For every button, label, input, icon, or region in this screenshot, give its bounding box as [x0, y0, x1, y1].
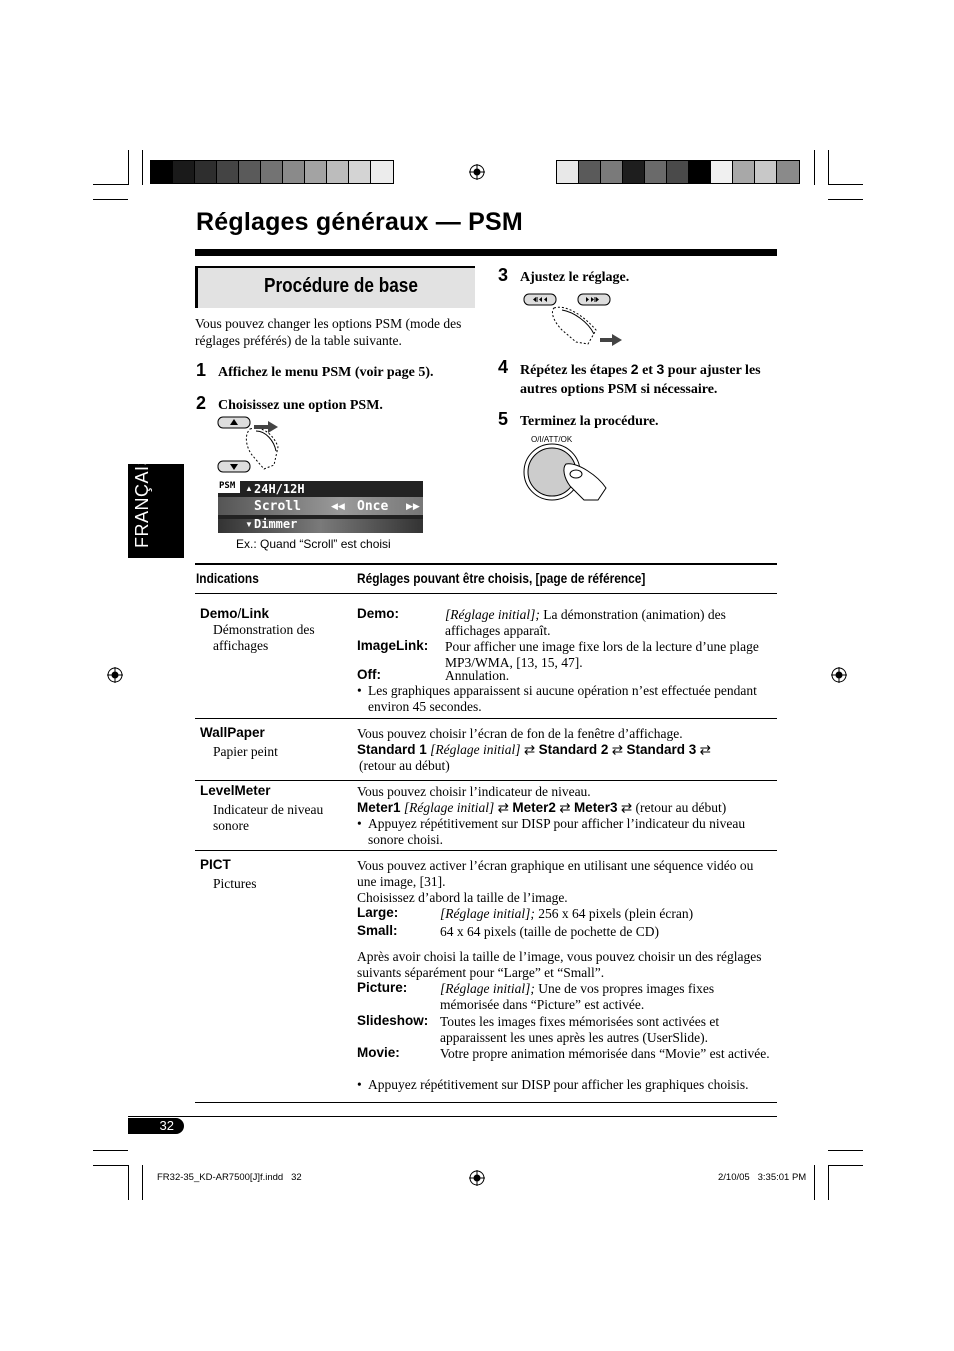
table-row-description: Papier peint: [213, 744, 278, 759]
step-text: Choisissez une option PSM.: [218, 398, 383, 413]
step-number: 3: [498, 265, 509, 285]
cycle-arrows-icon: ⇄: [523, 742, 536, 757]
step-text: Ajustez le réglage.: [520, 270, 630, 285]
color-swatch: [261, 161, 283, 183]
cycle-arrows-icon: ⇄: [620, 800, 633, 815]
option-sequence: Standard 1 [Réglage initial] ⇄ Standard 2 ⇄ Standard 3 ⇄: [357, 742, 711, 757]
cycle-arrows-icon: ⇄: [699, 742, 711, 757]
color-swatch: [173, 161, 195, 183]
crop-mark: [142, 1165, 143, 1200]
crop-mark: [828, 199, 863, 200]
option-text: Pour afficher une image fixe lors de la lecture d’une plage MP3/WMA, [13, 15, 47].: [445, 639, 759, 670]
option-tail: (retour au début): [359, 758, 450, 773]
table-top-rule: [195, 563, 777, 565]
cycle-arrows-icon: ⇄: [497, 800, 509, 815]
option-text: [Réglage initial]; 256 x 64 pixels (plein écran): [440, 906, 694, 921]
lcd-prev-icon: ◀◀: [331, 501, 345, 511]
crop-mark: [828, 1150, 863, 1151]
lcd-display: [218, 481, 423, 533]
crop-mark: [814, 150, 815, 185]
section-title: Procédure de base: [264, 275, 418, 297]
up-down-buttons-illustration: [216, 415, 288, 477]
option-key: Off:: [357, 667, 381, 682]
lcd-value: Once: [357, 499, 389, 514]
lcd-line-2: Scroll: [254, 499, 301, 514]
cycle-arrows-icon: ⇄: [559, 800, 571, 815]
bullet-note: • Appuyez répétitivement sur DISP pour afficher les graphiques choisis.: [357, 1077, 749, 1092]
page-number-badge: [128, 1118, 184, 1134]
option-key: Small:: [357, 923, 398, 938]
option-text: 64 x 64 pixels (taille de pochette de CD): [440, 924, 659, 939]
timestamp: 2/10/05 3:35:01 PM: [718, 1172, 807, 1183]
cycle-arrows-icon: ⇄: [611, 742, 624, 757]
color-swatch: [239, 161, 261, 183]
table-row-description: Indicateur de niveau sonore: [213, 802, 324, 833]
bullet-note: • Les graphiques apparaissent si aucune opération n’est effectuée pendant environ 45 secondes.: [357, 683, 757, 714]
display-caption: Ex.: Quand “Scroll” est choisi: [236, 537, 391, 551]
crop-mark: [814, 1165, 815, 1200]
color-swatch: [777, 161, 799, 183]
setting-description: Vous pouvez choisir l’écran de fon de la fenêtre d’affichage.: [357, 726, 683, 741]
option-key: ImageLink:: [357, 638, 429, 653]
color-swatch: [557, 161, 579, 183]
table-row-rule: [195, 780, 777, 781]
crop-mark: [828, 1165, 863, 1166]
footer-rule: [128, 1116, 777, 1117]
crop-mark: [128, 150, 129, 185]
option-key: Large:: [357, 905, 399, 920]
step-number: 5: [498, 409, 509, 429]
step-number: 1: [196, 360, 207, 380]
step-number: 2: [196, 393, 207, 413]
lcd-up-icon: ▲: [245, 484, 253, 493]
language-tab: [128, 452, 184, 558]
option-key: Picture:: [357, 980, 408, 995]
table-row-name: Demo/Link: [200, 606, 270, 621]
setting-description: Choisissez d’abord la taille de l’image.: [357, 890, 568, 905]
table-row-name: LevelMeter: [200, 783, 271, 798]
crop-mark: [828, 184, 863, 185]
color-swatch: [755, 161, 777, 183]
table-header-indications: Indications: [196, 570, 259, 586]
color-swatch: [711, 161, 733, 183]
option-key: Movie:: [357, 1045, 400, 1060]
language-label: FRANÇAIS: [132, 452, 152, 548]
lcd-line-1: 24H/12H: [254, 482, 305, 496]
title-rule: [195, 249, 777, 256]
color-calibration-bar-left: [150, 160, 394, 184]
setting-description: Après avoir choisi la taille de l’image, vous pouvez choisir un des réglages suivants séparément pour “Large” et “Small”.: [357, 949, 762, 980]
finger-icon: [552, 307, 596, 344]
option-text: Toutes les images fixes mémorisées sont activées et apparaissent les unes après les autres (UserSlide).: [440, 1014, 720, 1045]
knob-label: O/I/ATT/OK: [531, 435, 573, 444]
registration-mark-icon: [469, 164, 485, 180]
bullet-note: • Appuyez répétitivement sur DISP pour afficher l’indicateur du niveau sonore choisi.: [357, 816, 746, 847]
step-text: Affichez le menu PSM (voir page 5).: [218, 365, 434, 380]
crop-mark: [93, 1150, 128, 1151]
color-swatch: [579, 161, 601, 183]
lcd-line-3: Dimmer: [254, 517, 298, 531]
setting-description: Vous pouvez activer l’écran graphique en utilisant une séquence vidéo ou une image, [31].: [357, 858, 754, 889]
page-title: Réglages généraux — PSM: [196, 208, 523, 236]
color-swatch: [689, 161, 711, 183]
color-swatch: [195, 161, 217, 183]
color-swatch: [305, 161, 327, 183]
registration-mark-icon: [469, 1170, 485, 1186]
step-text: Répétez les étapes 2 et 3 pour ajuster les autres options PSM si nécessaire.: [520, 361, 761, 397]
table-row-name: WallPaper: [200, 725, 265, 740]
crop-mark: [128, 1165, 129, 1200]
table-row-description: Démonstration des affichages: [213, 622, 315, 653]
section-heading-box: [195, 266, 475, 308]
option-text: Annulation.: [445, 668, 510, 683]
table-row-rule: [195, 850, 777, 851]
color-swatch: [327, 161, 349, 183]
option-text: Votre propre animation mémorisée dans “Movie” est activée.: [440, 1046, 770, 1061]
color-swatch: [623, 161, 645, 183]
option-key: Slideshow:: [357, 1013, 429, 1028]
prev-next-buttons-illustration: [522, 290, 632, 348]
crop-mark: [828, 1165, 829, 1200]
intro-paragraph: Vous pouvez changer les options PSM (mode des réglages préférés) de la table suivante.: [195, 316, 462, 348]
color-swatch: [667, 161, 689, 183]
registration-mark-icon: [831, 667, 847, 683]
crop-mark: [93, 1165, 128, 1166]
file-info: FR32-35_KD-AR7500[J]f.indd 32: [157, 1172, 302, 1183]
color-swatch: [151, 161, 173, 183]
step-number: 4: [498, 357, 509, 377]
lcd-psm-label: PSM: [219, 481, 236, 491]
color-swatch: [645, 161, 667, 183]
registration-mark-icon: [107, 667, 123, 683]
color-swatch: [601, 161, 623, 183]
finger-icon: [246, 428, 278, 469]
color-swatch: [733, 161, 755, 183]
option-text: [Réglage initial]; Une de vos propres images fixes mémorisée dans “Picture” est activée.: [440, 981, 715, 1012]
setting-description: Vous pouvez choisir l’indicateur de niveau.: [357, 784, 591, 799]
crop-mark: [93, 184, 128, 185]
option-text: [Réglage initial]; La démonstration (animation) des affichages apparaît.: [445, 607, 726, 638]
table-row-rule: [195, 718, 777, 719]
table-header-settings: Réglages pouvant être choisis, [page de référence]: [357, 570, 646, 586]
page-number: 32: [159, 1118, 174, 1133]
option-sequence: Meter1 [Réglage initial] ⇄ Meter2 ⇄ Meter3 ⇄ (retour au début): [357, 800, 727, 815]
control-knob-illustration: [522, 442, 612, 504]
table-header-rule: [195, 593, 777, 594]
table-bottom-rule: [195, 1102, 777, 1103]
table-row-name: PICT: [200, 857, 231, 872]
color-swatch: [371, 161, 393, 183]
lcd-down-icon: ▼: [245, 520, 253, 529]
option-key: Demo:: [357, 606, 400, 621]
step-text: Terminez la procédure.: [520, 414, 659, 429]
lcd-next-icon: ▶▶: [406, 501, 420, 511]
color-calibration-bar-right: [556, 160, 800, 184]
color-swatch: [349, 161, 371, 183]
finger-icon: [564, 464, 606, 500]
crop-mark: [142, 150, 143, 185]
color-swatch: [283, 161, 305, 183]
crop-mark: [93, 199, 128, 200]
crop-mark: [828, 150, 829, 185]
table-row-description: Pictures: [213, 876, 257, 891]
color-swatch: [217, 161, 239, 183]
